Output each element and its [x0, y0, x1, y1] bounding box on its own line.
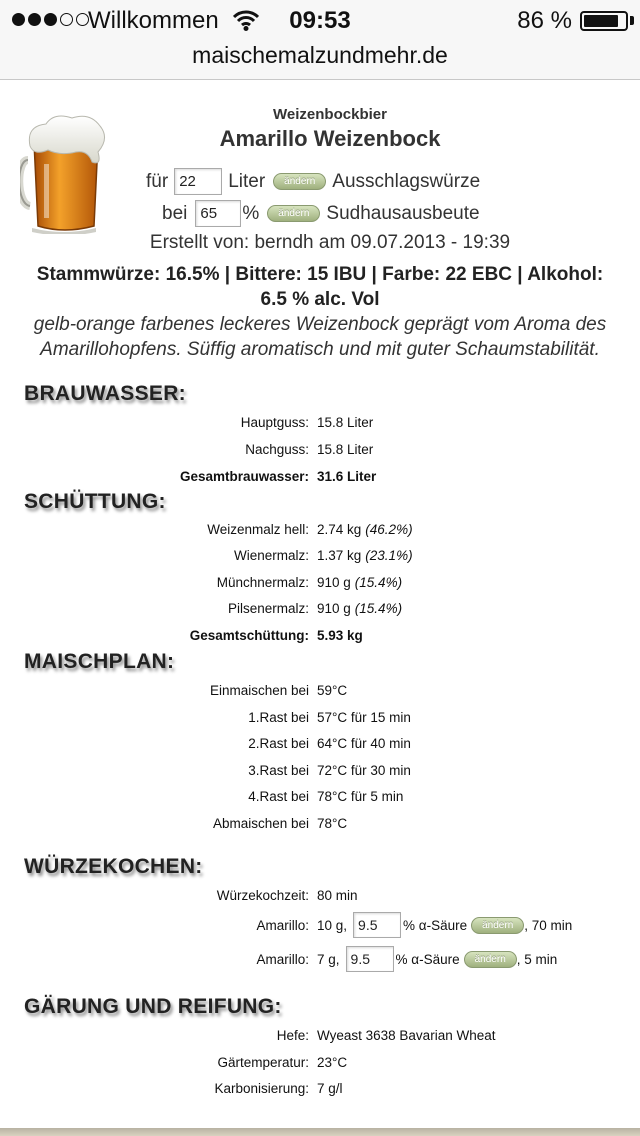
- gesamtbrauwasser-label: Gesamtbrauwasser:: [179, 469, 309, 484]
- change-hop-alpha-button[interactable]: ändern: [464, 951, 517, 968]
- mash-step-value: 78°C für 5 min: [317, 789, 404, 804]
- gesamtschuettung-value: 5.93 kg: [317, 628, 363, 643]
- volume-suffix: Ausschlagswürze: [332, 170, 481, 192]
- volume-prefix: für: [146, 170, 169, 192]
- hop-alpha-input[interactable]: [346, 946, 394, 972]
- recipe-stats: [0, 262, 640, 312]
- mash-step-label: 1.Rast bei: [248, 710, 309, 725]
- section-heading-gaerung: GÄRUNG UND REIFUNG:: [24, 995, 282, 1018]
- hop-boil-time: , 5 min: [516, 951, 558, 967]
- yeast-label: Hefe:: [276, 1028, 309, 1043]
- battery-percent: 86 %: [517, 7, 572, 34]
- malt-label: Pilsenermalz:: [227, 601, 309, 616]
- gesamtbrauwasser-value: 31.6 Liter: [317, 469, 377, 484]
- status-time: 09:53: [289, 7, 351, 34]
- malt-amount: 1.37 kg: [317, 548, 362, 563]
- nachguss-label: Nachguss:: [245, 442, 309, 457]
- hop-amount: 10 g,: [317, 917, 348, 933]
- nachguss-value: 15.8 Liter: [317, 442, 374, 457]
- recipe-description-line: Amarillohopfens. Süffig aromatisch und mit guter Schaumstabilität.: [40, 339, 600, 360]
- mash-step-value: 59°C: [317, 683, 348, 698]
- carrier-name: Willkommen: [88, 7, 219, 34]
- volume-unit: Liter: [228, 170, 266, 192]
- volume-row: [146, 168, 480, 195]
- status-bar: [0, 0, 640, 40]
- mash-step-label: Abmaischen bei: [212, 816, 309, 831]
- recipe-description-line: gelb-orange farbenes leckeres Weizenbock geprägt vom Aroma des: [33, 314, 607, 335]
- change-efficiency-button[interactable]: ändern: [267, 205, 320, 222]
- recipe-stats-line: 6.5 % alc. Vol: [260, 289, 380, 310]
- browser-bottom-edge: [0, 1128, 640, 1136]
- efficiency-prefix: bei: [162, 202, 188, 224]
- malt-value: [317, 548, 413, 563]
- malt-percent: (23.1%): [365, 548, 413, 563]
- recipe-category: Weizenbockbier: [273, 106, 387, 123]
- hop-alpha-suffix: % α-Säure: [403, 917, 468, 933]
- recipe-title: Amarillo Weizenbock: [219, 126, 441, 151]
- battery-tip-icon: [630, 16, 634, 25]
- mash-step-value: 57°C für 15 min: [317, 710, 411, 725]
- mash-step-label: 4.Rast bei: [248, 789, 309, 804]
- battery-level-fill: [584, 15, 618, 27]
- efficiency-row: [162, 200, 480, 227]
- hop-alpha-suffix: % α-Säure: [395, 951, 460, 967]
- hauptguss-label: Hauptguss:: [240, 415, 309, 430]
- malt-percent: (15.4%): [354, 575, 403, 590]
- mash-step-label: 3.Rast bei: [248, 763, 309, 778]
- hop-label: Amarillo:: [256, 918, 309, 933]
- malt-value: [317, 522, 413, 537]
- section-heading-wuerzekochen: WÜRZEKOCHEN:: [24, 855, 203, 878]
- mash-step-value: 72°C für 30 min: [317, 763, 411, 778]
- carbonation-label: Karbonisierung:: [214, 1081, 309, 1096]
- change-volume-button[interactable]: ändern: [273, 173, 326, 190]
- malt-label: Weizenmalz hell:: [207, 522, 309, 537]
- recipe-description: [0, 312, 640, 362]
- malt-value: [317, 575, 402, 590]
- malt-label: Münchnermalz:: [216, 575, 309, 590]
- malt-amount: 910 g: [317, 601, 351, 616]
- battery-icon: [580, 11, 628, 31]
- address-bar-url[interactable]: maischemalzundmehr.de: [192, 42, 448, 68]
- malt-percent: (15.4%): [354, 601, 403, 616]
- boil-time-value: 80 min: [317, 888, 358, 903]
- fermentation-temp-value: 23°C: [317, 1055, 348, 1070]
- hop-boil-time: , 70 min: [524, 917, 573, 933]
- hop-amount: 7 g,: [317, 951, 340, 967]
- malt-amount: 2.74 kg: [317, 522, 362, 537]
- section-heading-schuettung: SCHÜTTUNG:: [24, 490, 166, 513]
- hauptguss-value: 15.8 Liter: [317, 415, 374, 430]
- mash-step-label: 2.Rast bei: [248, 736, 309, 751]
- malt-amount: 910 g: [317, 575, 351, 590]
- malt-percent: (46.2%): [365, 522, 413, 537]
- malt-label: Wienermalz:: [233, 548, 309, 563]
- change-hop-alpha-button[interactable]: ändern: [471, 917, 524, 934]
- hop-label: Amarillo:: [256, 952, 309, 967]
- yeast-value: Wyeast 3638 Bavarian Wheat: [317, 1028, 496, 1043]
- volume-input[interactable]: [174, 168, 222, 195]
- browser-top-bar: [0, 0, 640, 80]
- gesamtschuettung-label: Gesamtschüttung:: [189, 628, 309, 643]
- recipe-stats-line: Stammwürze: 16.5% | Bittere: 15 IBU | Farbe: 22 EBC | Alkohol:: [36, 264, 604, 285]
- section-heading-brauwasser: BRAUWASSER:: [24, 382, 186, 405]
- efficiency-suffix: Sudhausausbeute: [326, 202, 480, 224]
- created-by: Erstellt von: berndh am 09.07.2013 - 19:39: [149, 232, 511, 253]
- hop-alpha-input[interactable]: [353, 912, 401, 938]
- mash-step-label: Einmaischen bei: [209, 683, 309, 698]
- section-heading-maischplan: MAISCHPLAN:: [24, 650, 175, 673]
- malt-value: [317, 601, 402, 616]
- efficiency-input[interactable]: [195, 200, 241, 227]
- mash-step-value: 64°C für 40 min: [317, 736, 411, 751]
- mash-step-value: 78°C: [317, 816, 348, 831]
- boil-time-label: Würzekochzeit:: [216, 888, 309, 903]
- carbonation-value: 7 g/l: [317, 1081, 343, 1096]
- hop-addition: [317, 912, 572, 938]
- efficiency-unit: %: [242, 202, 260, 224]
- fermentation-temp-label: Gärtemperatur:: [217, 1055, 309, 1070]
- hop-addition: [317, 946, 557, 972]
